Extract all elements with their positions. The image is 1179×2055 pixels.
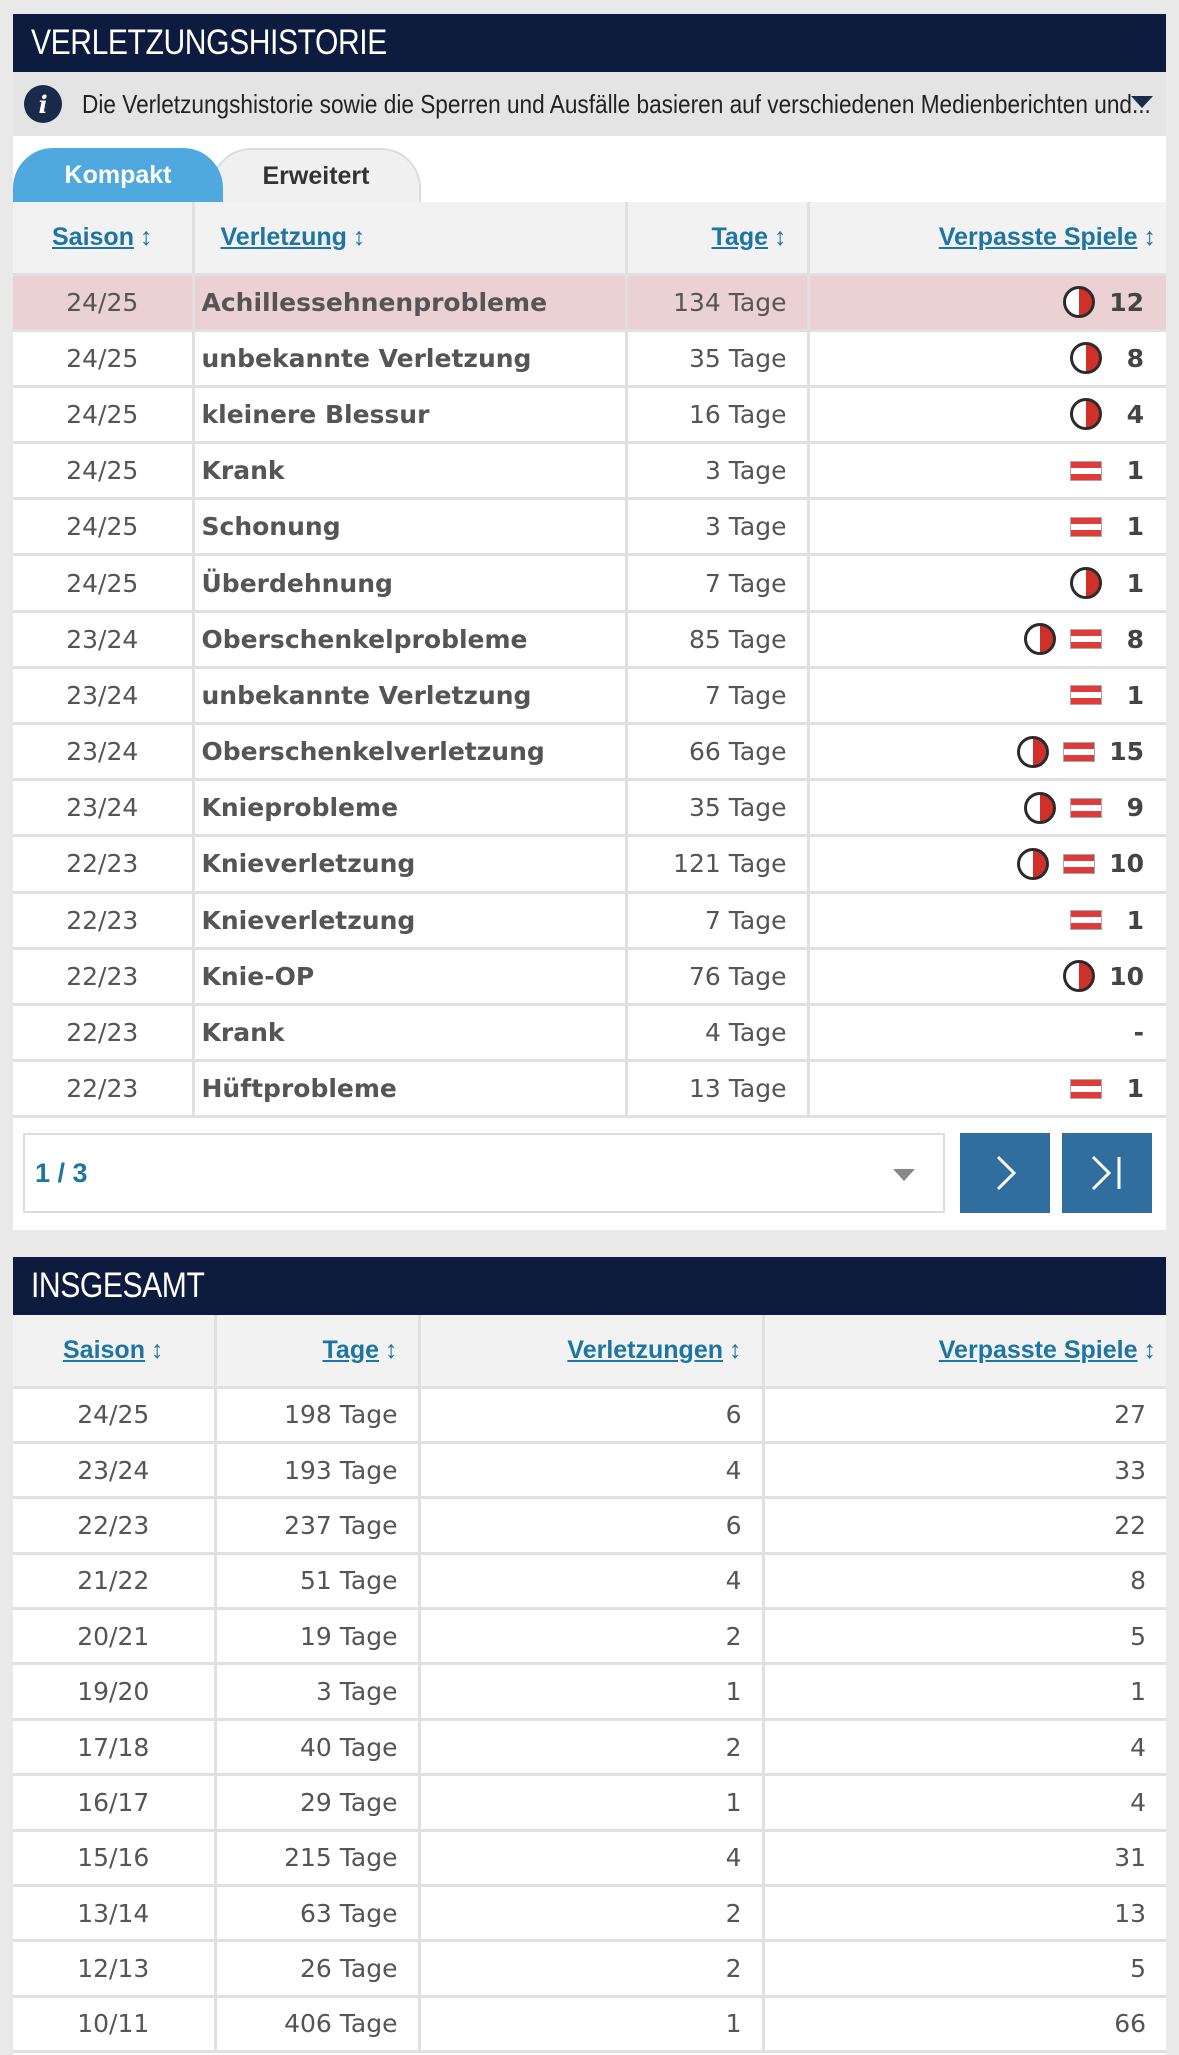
- cell-missed: [808, 555, 1166, 611]
- table-row: [13, 1004, 1166, 1060]
- missed-count: -: [1133, 1018, 1144, 1048]
- col-header-saison[interactable]: Saison ↕: [13, 202, 193, 274]
- cell-injury: Oberschenkelverletzung: [193, 724, 626, 780]
- totals-panel: [13, 1257, 1166, 2055]
- col-header-verpasste-spiele[interactable]: Verpasste Spiele ↕: [763, 1315, 1166, 1387]
- cell-season: 24/25: [13, 274, 193, 330]
- cell-season: 21/22: [13, 1553, 215, 1608]
- missed-count: 8: [1126, 343, 1144, 373]
- cell-season: 16/17: [13, 1775, 215, 1830]
- info-text: Die Verletzungshistorie sowie die Sperren und Ausfälle basieren auf verschiedenen Medienberichten und...: [82, 88, 1151, 119]
- col-header-verletzung[interactable]: Verletzung ↕: [193, 202, 626, 274]
- cell-missed: [808, 724, 1166, 780]
- flag-icon: [1070, 629, 1102, 649]
- cell-days: 35 Tage: [626, 330, 808, 386]
- cell-days: 76 Tage: [626, 948, 808, 1004]
- cell-season: 15/16: [13, 1830, 215, 1885]
- cell-missed: 27: [763, 1387, 1166, 1442]
- table-row: [13, 1498, 1166, 1553]
- cell-days: 7 Tage: [626, 555, 808, 611]
- cell-injury: Knieverletzung: [193, 892, 626, 948]
- cell-season: 22/23: [13, 1498, 215, 1553]
- cell-season: 24/25: [13, 555, 193, 611]
- cell-season: 23/24: [13, 780, 193, 836]
- missed-count: 9: [1126, 793, 1144, 823]
- pagination: [13, 1118, 1166, 1228]
- missed-count: 10: [1109, 849, 1144, 879]
- table-row: [13, 1442, 1166, 1497]
- cell-days: 198 Tage: [215, 1387, 419, 1442]
- missed-count: 1: [1126, 568, 1144, 598]
- table-row: [13, 892, 1166, 948]
- cell-injuries: 1: [419, 1664, 763, 1719]
- club-icon: [1017, 848, 1049, 880]
- cell-season: 10/11: [13, 1996, 215, 2051]
- missed-count: 1: [1126, 680, 1144, 710]
- cell-missed: [808, 330, 1166, 386]
- view-tabs: [13, 136, 1166, 202]
- expand-arrow-icon[interactable]: [1131, 96, 1153, 108]
- table-row: [13, 1941, 1166, 1996]
- cell-injury: kleinere Blessur: [193, 386, 626, 442]
- cell-days: 237 Tage: [215, 1498, 419, 1553]
- table-row: [13, 1609, 1166, 1664]
- table-row: [13, 499, 1166, 555]
- cell-missed: [808, 1004, 1166, 1060]
- cell-injury: Achillessehnenprobleme: [193, 274, 626, 330]
- table-row: [13, 667, 1166, 723]
- cell-days: 3 Tage: [626, 499, 808, 555]
- cell-missed: 22: [763, 1498, 1166, 1553]
- cell-days: 193 Tage: [215, 1442, 419, 1497]
- cell-season: 22/23: [13, 948, 193, 1004]
- chevron-right-icon: [990, 1153, 1020, 1193]
- cell-injuries: 2: [419, 1609, 763, 1664]
- cell-missed: [808, 667, 1166, 723]
- cell-season: 22/23: [13, 836, 193, 892]
- cell-injury: unbekannte Verletzung: [193, 330, 626, 386]
- cell-season: 23/24: [13, 724, 193, 780]
- section-title: INSGESAMT: [13, 1257, 1166, 1315]
- table-row: [13, 1886, 1166, 1941]
- table-row: [13, 1996, 1166, 2051]
- page-select[interactable]: [23, 1133, 945, 1213]
- cell-injuries: 4: [419, 1830, 763, 1885]
- flag-icon: [1070, 1079, 1102, 1099]
- cell-injury: unbekannte Verletzung: [193, 667, 626, 723]
- cell-injuries: 1: [419, 1775, 763, 1830]
- missed-count: 8: [1126, 624, 1144, 654]
- cell-missed: 5: [763, 1609, 1166, 1664]
- tab-kompakt[interactable]: Kompakt: [13, 148, 223, 202]
- cell-missed: 66: [763, 1996, 1166, 2051]
- section-title: VERLETZUNGSHISTORIE: [13, 14, 1166, 72]
- table-row: [13, 330, 1166, 386]
- cell-season: 19/20: [13, 1664, 215, 1719]
- cell-missed: 1: [763, 1664, 1166, 1719]
- cell-days: 51 Tage: [215, 1553, 419, 1608]
- cell-days: 35 Tage: [626, 780, 808, 836]
- table-row: [13, 1830, 1166, 1885]
- club-icon: [1024, 792, 1056, 824]
- cell-missed: [808, 836, 1166, 892]
- col-header-verpasste-spiele[interactable]: Verpasste Spiele ↕: [808, 202, 1166, 274]
- cell-days: 134 Tage: [626, 274, 808, 330]
- club-icon: [1063, 286, 1095, 318]
- cell-days: 121 Tage: [626, 836, 808, 892]
- cell-injury: Knieverletzung: [193, 836, 626, 892]
- cell-days: 215 Tage: [215, 1830, 419, 1885]
- table-row: [13, 1775, 1166, 1830]
- cell-days: 16 Tage: [626, 386, 808, 442]
- table-row: [13, 1719, 1166, 1774]
- cell-missed: [808, 780, 1166, 836]
- cell-season: 23/24: [13, 667, 193, 723]
- cell-injury: Schonung: [193, 499, 626, 555]
- cell-missed: 5: [763, 1941, 1166, 1996]
- cell-missed: [808, 274, 1166, 330]
- cell-injury: Knieprobleme: [193, 780, 626, 836]
- flag-icon: [1070, 798, 1102, 818]
- table-row: [13, 1387, 1166, 1442]
- info-banner[interactable]: [13, 72, 1166, 136]
- club-icon: [1017, 736, 1049, 768]
- cell-missed: [808, 499, 1166, 555]
- club-icon: [1024, 623, 1056, 655]
- cell-days: 406 Tage: [215, 1996, 419, 2051]
- tab-erweitert[interactable]: Erweitert: [211, 148, 421, 202]
- cell-missed: [808, 386, 1166, 442]
- cell-injuries: 4: [419, 1442, 763, 1497]
- cell-season: 23/24: [13, 611, 193, 667]
- missed-count: 4: [1126, 399, 1144, 429]
- cell-season: 13/14: [13, 1886, 215, 1941]
- cell-season: 20/21: [13, 1609, 215, 1664]
- club-icon: [1063, 960, 1095, 992]
- info-icon: i: [24, 85, 62, 123]
- missed-count: 1: [1126, 905, 1144, 935]
- cell-days: 13 Tage: [626, 1061, 808, 1117]
- chevron-down-icon: [893, 1169, 915, 1181]
- cell-missed: [808, 948, 1166, 1004]
- page-label: 1 / 3: [35, 1157, 88, 1188]
- col-header-verletzungen[interactable]: Verletzungen ↕: [419, 1315, 763, 1387]
- cell-injury: Hüftprobleme: [193, 1061, 626, 1117]
- club-icon: [1070, 398, 1102, 430]
- cell-days: 40 Tage: [215, 1719, 419, 1774]
- table-row: [13, 836, 1166, 892]
- col-header-tage[interactable]: Tage ↕: [215, 1315, 419, 1387]
- cell-injury: Oberschenkelprobleme: [193, 611, 626, 667]
- cell-days: 29 Tage: [215, 1775, 419, 1830]
- table-row: [13, 1553, 1166, 1608]
- cell-injuries: 4: [419, 1553, 763, 1608]
- missed-count: 12: [1109, 287, 1144, 317]
- cell-season: 24/25: [13, 330, 193, 386]
- cell-season: 24/25: [13, 386, 193, 442]
- cell-injuries: 1: [419, 1996, 763, 2051]
- cell-injury: Knie-OP: [193, 948, 626, 1004]
- cell-season: 17/18: [13, 1719, 215, 1774]
- table-row: [13, 1061, 1166, 1117]
- injury-table: [13, 202, 1166, 1118]
- cell-injuries: 2: [419, 1886, 763, 1941]
- table-row: [13, 386, 1166, 442]
- cell-missed: [808, 611, 1166, 667]
- cell-days: 19 Tage: [215, 1609, 419, 1664]
- cell-season: 24/25: [13, 443, 193, 499]
- flag-icon: [1063, 742, 1095, 762]
- cell-missed: 33: [763, 1442, 1166, 1497]
- club-icon: [1070, 342, 1102, 374]
- next-page-button[interactable]: [960, 1133, 1050, 1213]
- cell-missed: [808, 443, 1166, 499]
- cell-injuries: 6: [419, 1498, 763, 1553]
- cell-missed: 8: [763, 1553, 1166, 1608]
- cell-season: 23/24: [13, 1442, 215, 1497]
- cell-days: 3 Tage: [215, 1664, 419, 1719]
- cell-season: 12/13: [13, 1941, 215, 1996]
- cell-missed: [808, 892, 1166, 948]
- cell-missed: 13: [763, 1886, 1166, 1941]
- cell-missed: 4: [763, 1775, 1166, 1830]
- table-row: [13, 1664, 1166, 1719]
- cell-season: 24/25: [13, 499, 193, 555]
- cell-days: 4 Tage: [626, 1004, 808, 1060]
- flag-icon: [1070, 461, 1102, 481]
- cell-missed: 31: [763, 1830, 1166, 1885]
- cell-missed: [808, 1061, 1166, 1117]
- club-icon: [1070, 567, 1102, 599]
- cell-injury: Überdehnung: [193, 555, 626, 611]
- cell-injuries: 2: [419, 1941, 763, 1996]
- table-row: [13, 443, 1166, 499]
- table-row: [13, 611, 1166, 667]
- cell-missed: 4: [763, 1719, 1166, 1774]
- col-header-tage[interactable]: Tage ↕: [626, 202, 808, 274]
- skip-last-icon: [1087, 1153, 1127, 1193]
- cell-injuries: 6: [419, 1387, 763, 1442]
- cell-days: 7 Tage: [626, 667, 808, 723]
- cell-days: 26 Tage: [215, 1941, 419, 1996]
- cell-injuries: 2: [419, 1719, 763, 1774]
- cell-season: 24/25: [13, 1387, 215, 1442]
- injury-history-panel: [13, 14, 1166, 1230]
- cell-days: 63 Tage: [215, 1886, 419, 1941]
- missed-count: 15: [1109, 737, 1144, 767]
- flag-icon: [1063, 854, 1095, 874]
- cell-season: 22/23: [13, 1004, 193, 1060]
- table-row: [13, 724, 1166, 780]
- cell-days: 7 Tage: [626, 892, 808, 948]
- cell-days: 85 Tage: [626, 611, 808, 667]
- table-row: [13, 948, 1166, 1004]
- table-row: [13, 274, 1166, 330]
- totals-table: [13, 1315, 1166, 2053]
- table-row: [13, 555, 1166, 611]
- missed-count: 1: [1126, 512, 1144, 542]
- missed-count: 1: [1126, 456, 1144, 486]
- cell-days: 66 Tage: [626, 724, 808, 780]
- cell-days: 3 Tage: [626, 443, 808, 499]
- missed-count: 10: [1109, 961, 1144, 991]
- flag-icon: [1070, 517, 1102, 537]
- table-row: [13, 780, 1166, 836]
- cell-injury: Krank: [193, 443, 626, 499]
- last-page-button[interactable]: [1062, 1133, 1152, 1213]
- flag-icon: [1070, 910, 1102, 930]
- flag-icon: [1070, 685, 1102, 705]
- col-header-saison[interactable]: Saison ↕: [13, 1315, 215, 1387]
- cell-injury: Krank: [193, 1004, 626, 1060]
- cell-season: 22/23: [13, 1061, 193, 1117]
- cell-season: 22/23: [13, 892, 193, 948]
- missed-count: 1: [1126, 1074, 1144, 1104]
